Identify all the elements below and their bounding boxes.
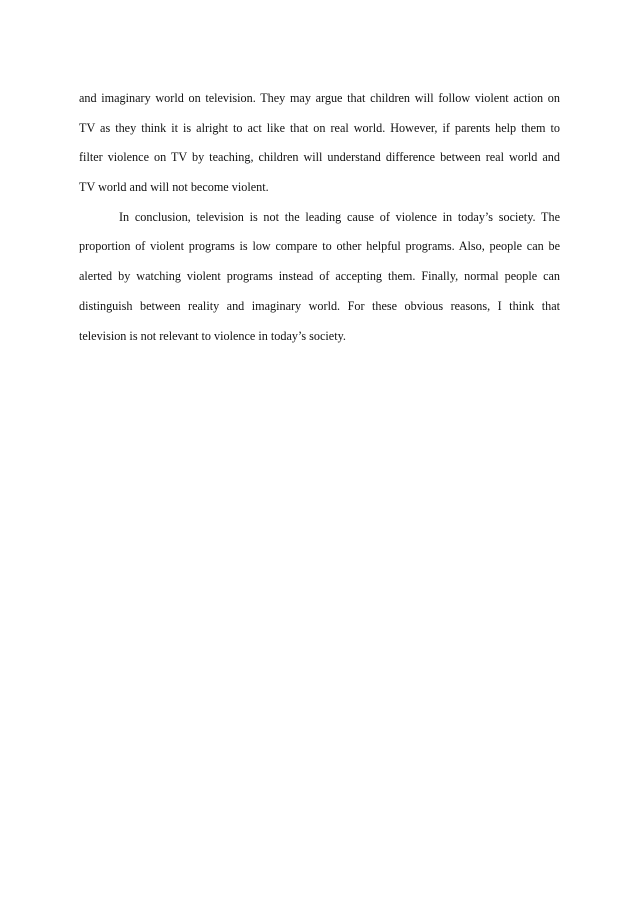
paragraph-conclusion bbox=[79, 208, 560, 345]
text-line: In conclusion, television is not the leading cause of violence in today’s society. The bbox=[119, 209, 560, 224]
text-line: TV as they think it is alright to act like that on real world. However, if parents help them to bbox=[79, 120, 560, 135]
body-text bbox=[79, 89, 560, 356]
text-line: and imaginary world on television. They may argue that children will follow violent action on bbox=[79, 91, 560, 105]
text-line: filter violence on TV by teaching, children will understand difference between real world and bbox=[79, 150, 560, 165]
text-line: proportion of violent programs is low compare to other helpful programs. Also, people can be bbox=[79, 239, 560, 254]
text-line: television is not relevant to violence in today’s society. bbox=[79, 328, 346, 343]
text-line: TV world and will not become violent. bbox=[79, 180, 269, 195]
paragraph-continued bbox=[79, 89, 560, 196]
text-line: alerted by watching violent programs instead of accepting them. Finally, normal people can bbox=[79, 269, 560, 284]
text-line: distinguish between reality and imaginary world. For these obvious reasons, I think that bbox=[79, 298, 560, 313]
